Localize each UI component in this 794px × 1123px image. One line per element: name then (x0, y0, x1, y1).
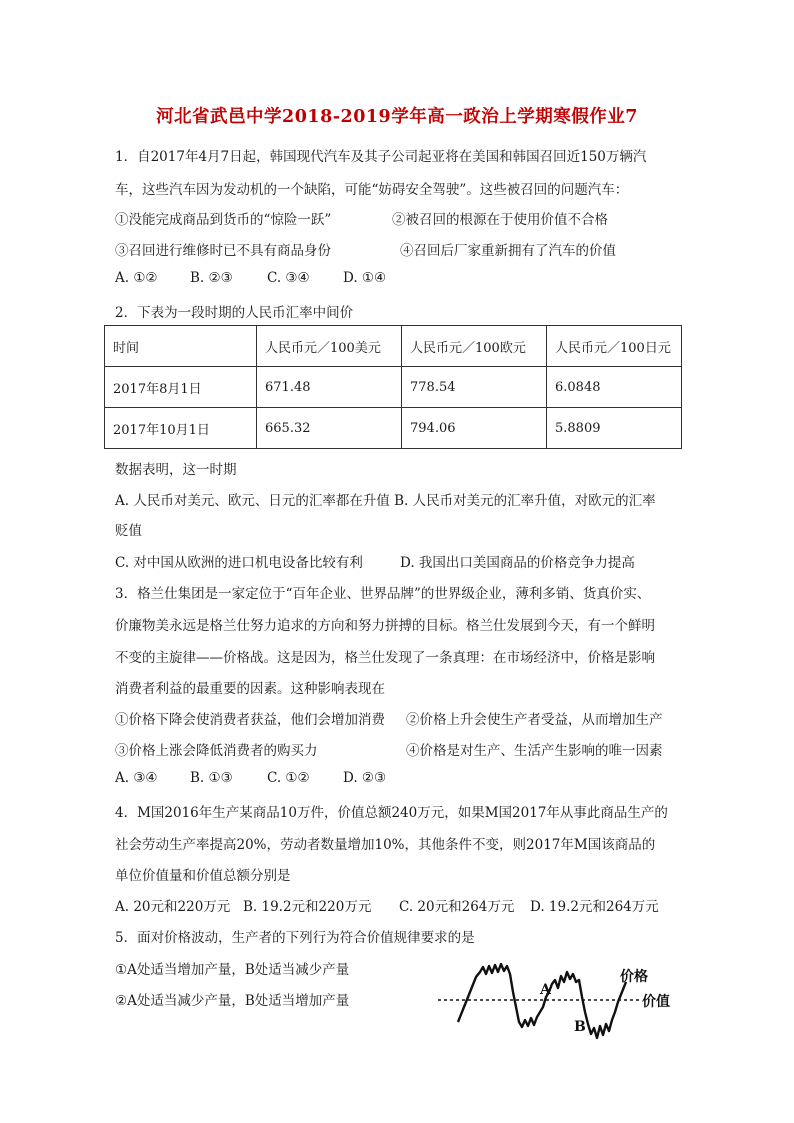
q4-option-c: C. 20元和264万元 (399, 899, 515, 915)
table-header-row (105, 326, 682, 367)
q1-option-b: B. ②③ (190, 270, 233, 286)
exchange-rate-table (104, 325, 682, 449)
q3-stem-line3: 不变的主旋律——价格战。这是因为，格兰仕发现了一条真理：在市场经济中，价格是影响 (115, 650, 655, 666)
q3-option-b: B. ①③ (190, 770, 233, 786)
q4-option-d: D. 19.2元和264万元 (530, 899, 659, 915)
q2-stem: 2．下表为一段时期的人民币汇率中间价 (115, 305, 354, 321)
q1-stem-line1: 1．自2017年4月7日起，韩国现代汽车及其子公司起亚将在美国和韩国召回近150万辆汽 (115, 149, 647, 165)
q1-option-d: D. ①④ (343, 270, 387, 286)
q3-statement-3: ③价格上涨会降低消费者的购买力 (115, 743, 318, 759)
q5-statement-2: ②A处适当减少产量，B处适当增加产量 (115, 993, 350, 1009)
table-cell: 6.0848 (547, 367, 682, 408)
q4-stem-line1: 4．M国2016年生产某商品10万件，价值总额240万元，如果M国2017年从事此商品生产的 (115, 805, 668, 821)
price-curve (458, 964, 626, 1038)
q1-stem-line2: 车，这些汽车因为发动机的一个缺陷，可能“妨碍安全驾驶”。这些被召回的问题汽车： (115, 182, 629, 198)
table-row (105, 367, 682, 408)
table-header-cell: 人民币元／100美元 (257, 326, 402, 367)
q3-option-a: A. ③④ (115, 770, 158, 786)
point-a-label: A (540, 982, 551, 998)
q4-stem-line3: 单位价值量和价值总额分别是 (115, 868, 291, 884)
q3-statement-1: ①价格下降会使消费者获益，他们会增加消费 (115, 712, 385, 728)
q1-statement-3: ③召回进行维修时已不具有商品身份 (115, 243, 331, 259)
q2-option-d: D. 我国出口美国商品的价格竞争力提高 (400, 555, 635, 571)
q3-stem-line1: 3．格兰仕集团是一家定位于“百年企业、世界品牌”的世界级企业，薄利多销、货真价实、 (115, 586, 651, 602)
table-cell: 665.32 (257, 408, 402, 449)
q4-stem-line2: 社会劳动生产率提高20%，劳动者数量增加10%，其他条件不变，则2017年M国该商品的 (115, 837, 656, 853)
q5-statement-1: ①A处适当增加产量，B处适当减少产量 (115, 962, 350, 978)
table-cell: 2017年10月1日 (105, 408, 257, 449)
q1-option-a: A. ①② (115, 270, 158, 286)
table-cell: 794.06 (402, 408, 547, 449)
table-header-cell: 人民币元／100欧元 (402, 326, 547, 367)
table-row (105, 408, 682, 449)
table-header-cell: 人民币元／100日元 (547, 326, 682, 367)
q4-option-b: B. 19.2元和220万元 (243, 899, 372, 915)
q2-option-ab-line1: A. 人民币对美元、欧元、日元的汇率都在升值 B. 人民币对美元的汇率升值，对欧元的汇率 (115, 493, 656, 509)
q1-option-c: C. ③④ (267, 270, 310, 286)
price-value-diagram (430, 952, 680, 1047)
q2-after-table: 数据表明，这一时期 (115, 462, 237, 478)
table-header-cell: 时间 (105, 326, 257, 367)
q2-option-c: C. 对中国从欧洲的进口机电设备比较有利 (115, 555, 363, 571)
q3-statement-4: ④价格是对生产、生活产生影响的唯一因素 (406, 743, 663, 759)
q3-stem-line2: 价廉物美永远是格兰仕努力追求的方向和努力拼搏的目标。格兰仕发展到今天，有一个鲜明 (115, 618, 655, 634)
table-cell: 778.54 (402, 367, 547, 408)
table-cell: 2017年8月1日 (105, 367, 257, 408)
q3-option-c: C. ①② (267, 770, 310, 786)
q1-statement-1: ①没能完成商品到货币的“惊险一跃” (115, 212, 332, 228)
q1-statement-2: ②被召回的根源在于使用价值不合格 (392, 212, 608, 228)
value-label: 价值 (642, 994, 670, 1010)
q4-option-a: A. 20元和220万元 (115, 899, 231, 915)
q3-stem-line4: 消费者利益的最重要的因素。这种影响表现在 (115, 681, 385, 697)
point-b-label: B (574, 1019, 586, 1035)
q5-stem: 5．面对价格波动，生产者的下列行为符合价值规律要求的是 (115, 930, 475, 946)
q2-option-ab-line2: 贬值 (115, 523, 142, 539)
table-cell: 671.48 (257, 367, 402, 408)
q1-statement-4: ④召回后厂家重新拥有了汽车的价值 (400, 243, 616, 259)
price-label: 价格 (620, 969, 648, 985)
page-title: 河北省武邑中学2018-2019学年高一政治上学期寒假作业7 (156, 107, 638, 127)
q3-option-d: D. ②③ (343, 770, 387, 786)
q3-statement-2: ②价格上升会使生产者受益，从而增加生产 (406, 712, 663, 728)
table-cell: 5.8809 (547, 408, 682, 449)
